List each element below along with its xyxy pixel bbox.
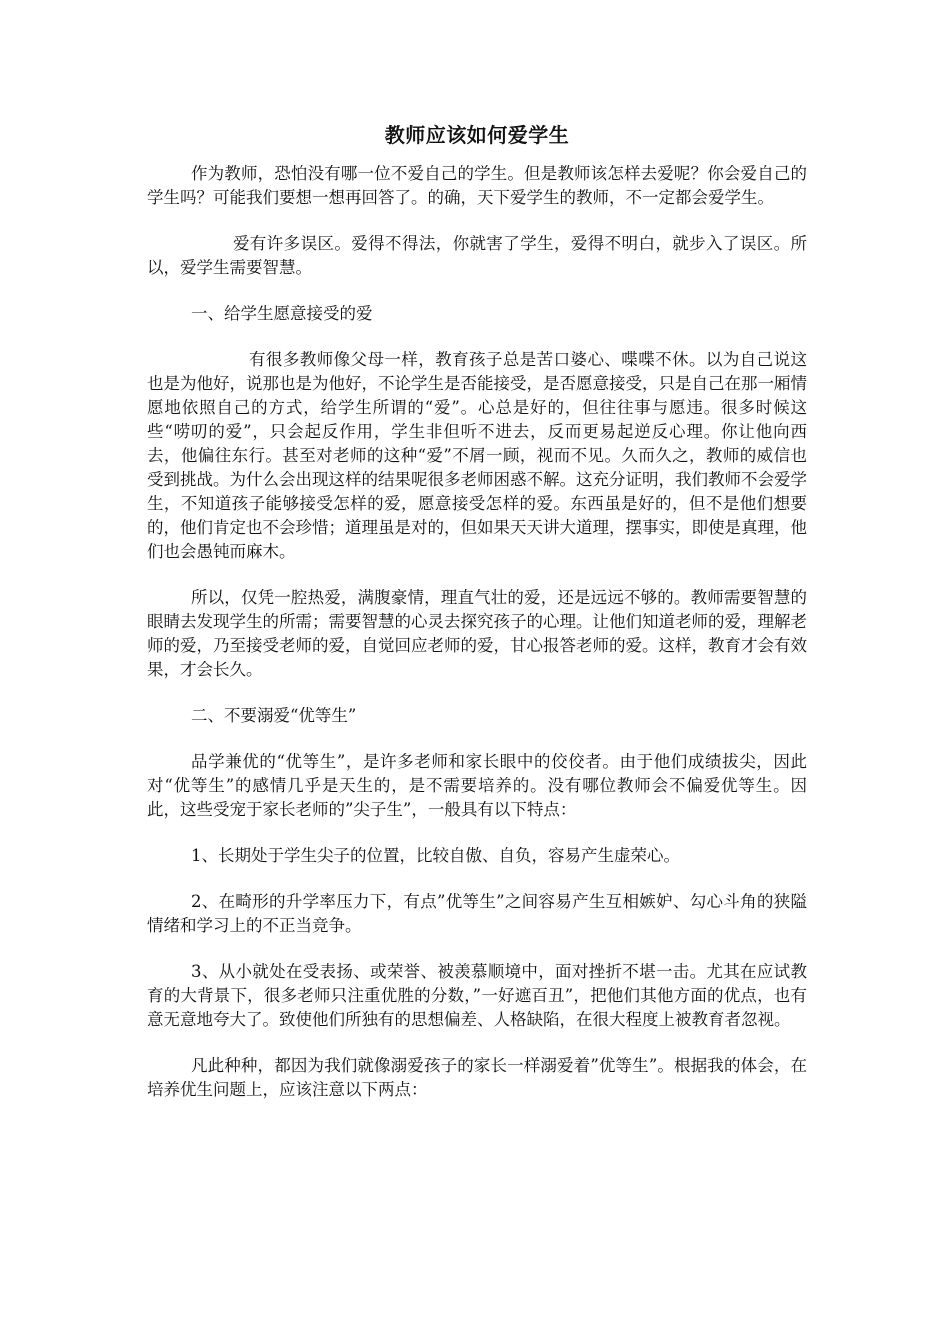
paragraph-section1-body: 有很多教师像父母一样，教育孩子总是苦口婆心、喋喋不休。以为自己说这也是为他好，说那也是为他好，不论学生是否能接受，是否愿意接受，只是自己在那一厢情愿地依照自己的方式，给学生所谓的“爱”。心总是好的，但往往事与愿违。很多时候这些“唠叨的爱”，只会起反作用，学生非但听不进去，反而更易起逆反心理。你让他向西去，他偏往东行。甚至对老师的这种“爱”不屑一顾，视而不见。久而久之，教师的威信也受到挑战。为什么会出现这样的结果呢很多老师困惑不解。这充分证明，我们教师不会爱学生，不知道孩子能够接受怎样的爱，愿意接受怎样的爱。东西虽是好的，但不是他们想要的，他们肯定也不会珍惜；道理虽是对的，但如果天天讲大道理，摆事实，即使是真理，他们也会愚钝而麻木。	[147, 350, 807, 561]
document-title: 教师应该如何爱学生	[384, 123, 570, 147]
paragraph-intro: 作为教师，恐怕没有哪一位不爱自己的学生。但是教师该怎样去爱呢？你会爱自己的学生吗？可能我们要想一想再回答了。的确，天下爱学生的教师，不一定都会爱学生。	[147, 164, 807, 207]
paragraph-section2-intro: 品学兼优的“优等生”，是许多老师和家长眼中的佼佼者。由于他们成绩拔尖，因此对“优等生”的感情几乎是天生的，是不需要培养的。没有哪位教师会不偏爱优等生。因此，这些受宠于家长老师的”尖子生”，一般具有以下特点：	[147, 752, 807, 819]
section-heading-1: 一、给学生愿意接受的爱	[191, 304, 373, 323]
paragraph-misconceptions: 爱有许多误区。爱得不得法，你就害了学生，爱得不明白，就步入了误区。所以，爱学生需要智慧。	[147, 234, 807, 277]
section-heading-2: 二、不要溺爱“优等生”	[191, 706, 357, 725]
list-item-3: 3、从小就处在受表扬、或荣誉、被羡慕顺境中，面对挫折不堪一击。尤其在应试教育的大背景下，很多老师只注重优胜的分数，”一好遮百丑”，把他们其他方面的优点，也有意无意地夸大了。致使他们所独有的思想偏差、人格缺陷，在很大程度上被教育者忽视。	[147, 962, 807, 1029]
list-item-2: 2、在畸形的升学率压力下，有点”优等生”之间容易产生互相嫉妒、勾心斗角的狭隘情绪和学习上的不正当竞争。	[147, 892, 807, 935]
paragraph-section1-conclusion: 所以，仅凭一腔热爱，满腹豪情，理直气壮的爱，还是远远不够的。教师需要智慧的眼睛去发现学生的所需；需要智慧的心灵去探究孩子的心理。让他们知道老师的爱，理解老师的爱，乃至接受老师的爱，自觉回应老师的爱，甘心报答老师的爱。这样，教育才会有效果，才会长久。	[147, 588, 807, 679]
list-item-1: 1、长期处于学生尖子的位置，比较自傲、自负，容易产生虚荣心。	[191, 846, 680, 865]
document-page	[147, 118, 807, 1124]
paragraph-section2-summary: 凡此种种，都因为我们就像溺爱孩子的家长一样溺爱着”优等生”。根据我的体会，在培养优生问题上，应该注意以下两点：	[147, 1056, 807, 1099]
